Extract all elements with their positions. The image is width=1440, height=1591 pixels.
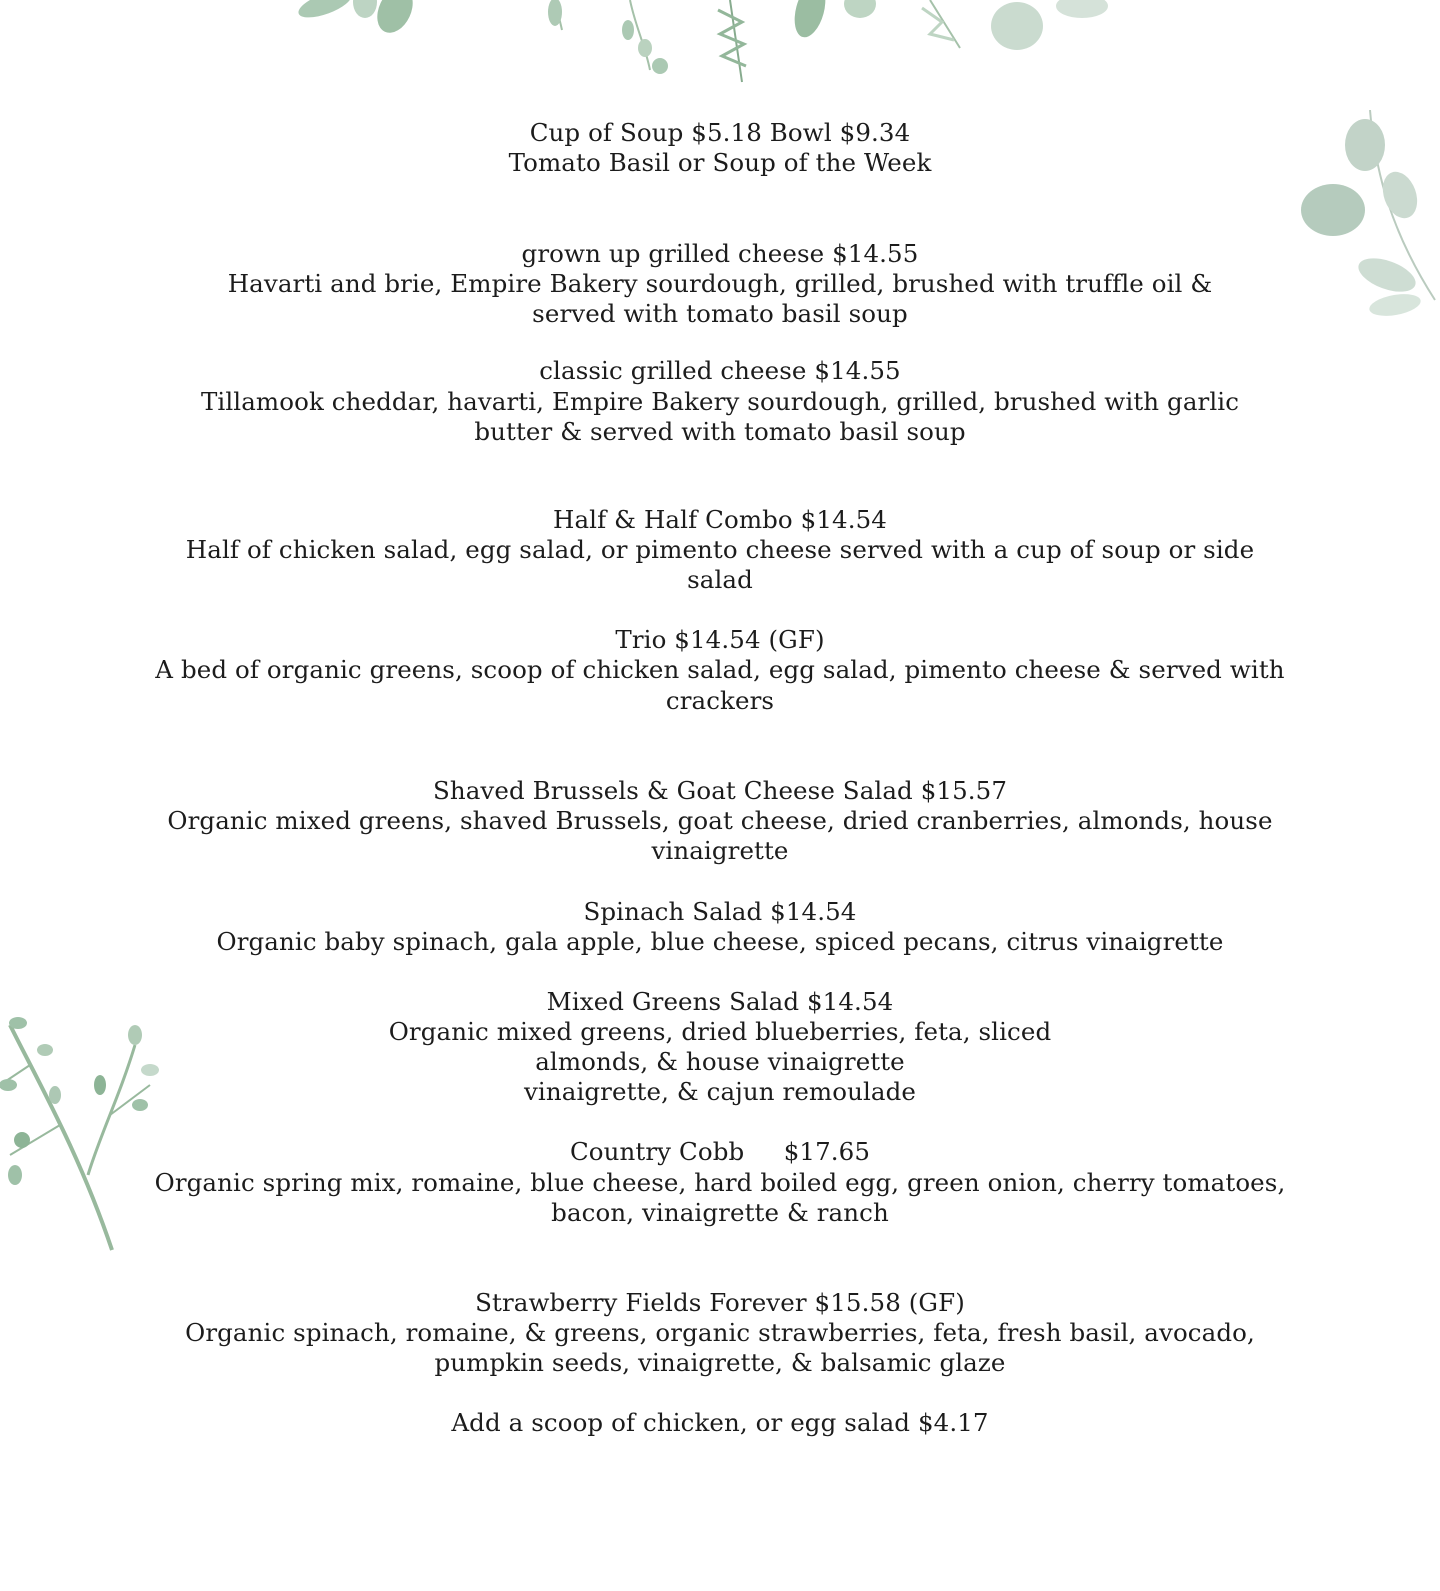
item-title: Cup of Soup $5.18 Bowl $9.34 bbox=[529, 118, 911, 147]
item-description: Tillamook cheddar, havarti, Empire Bakery sourdough, grilled, brushed with garlic bbox=[200, 387, 1240, 416]
item-title: Strawberry Fields Forever $15.58 (GF) bbox=[475, 1288, 965, 1317]
item-description: Half of chicken salad, egg salad, or pimento cheese served with a cup of soup or side bbox=[185, 535, 1255, 564]
item-description: pumpkin seeds, vinaigrette, & balsamic glaze bbox=[434, 1348, 1006, 1377]
item-description: salad bbox=[687, 565, 753, 594]
item-description: A bed of organic greens, scoop of chicken salad, egg salad, pimento cheese & served with bbox=[155, 655, 1285, 684]
item-title: Shaved Brussels & Goat Cheese Salad $15.57 bbox=[432, 776, 1008, 805]
item-description: bacon, vinaigrette & ranch bbox=[551, 1198, 889, 1227]
item-description: Organic mixed greens, dried blueberries, feta, sliced bbox=[388, 1017, 1052, 1046]
item-title: Mixed Greens Salad $14.54 bbox=[546, 987, 894, 1016]
item-description: Organic spring mix, romaine, blue cheese, hard boiled egg, green onion, cherry tomatoes, bbox=[154, 1168, 1286, 1197]
item-title: classic grilled cheese $14.55 bbox=[539, 356, 901, 385]
item-title: Half & Half Combo $14.54 bbox=[553, 505, 887, 534]
item-description: crackers bbox=[665, 686, 775, 715]
item-title: Trio $14.54 (GF) bbox=[615, 625, 825, 654]
item-title: Country Cobb $17.65 bbox=[569, 1137, 871, 1166]
item-title: Add a scoop of chicken, or egg salad $4.17 bbox=[451, 1408, 989, 1437]
item-description: Tomato Basil or Soup of the Week bbox=[508, 148, 932, 177]
item-description: almonds, & house vinaigrette bbox=[535, 1047, 905, 1076]
item-description: served with tomato basil soup bbox=[532, 299, 908, 328]
item-description: vinaigrette bbox=[651, 836, 789, 865]
item-description: vinaigrette, & cajun remoulade bbox=[523, 1077, 917, 1106]
item-description: Organic baby spinach, gala apple, blue cheese, spiced pecans, citrus vinaigrette bbox=[216, 927, 1224, 956]
item-title: grown up grilled cheese $14.55 bbox=[521, 239, 919, 268]
item-description: Havarti and brie, Empire Bakery sourdough, grilled, brushed with truffle oil & bbox=[227, 269, 1213, 298]
item-description: Organic spinach, romaine, & greens, organic strawberries, feta, fresh basil, avocado, bbox=[185, 1318, 1255, 1347]
item-description: butter & served with tomato basil soup bbox=[474, 417, 966, 446]
item-title: Spinach Salad $14.54 bbox=[583, 897, 857, 926]
item-description: Organic mixed greens, shaved Brussels, goat cheese, dried cranberries, almonds, house bbox=[167, 806, 1273, 835]
